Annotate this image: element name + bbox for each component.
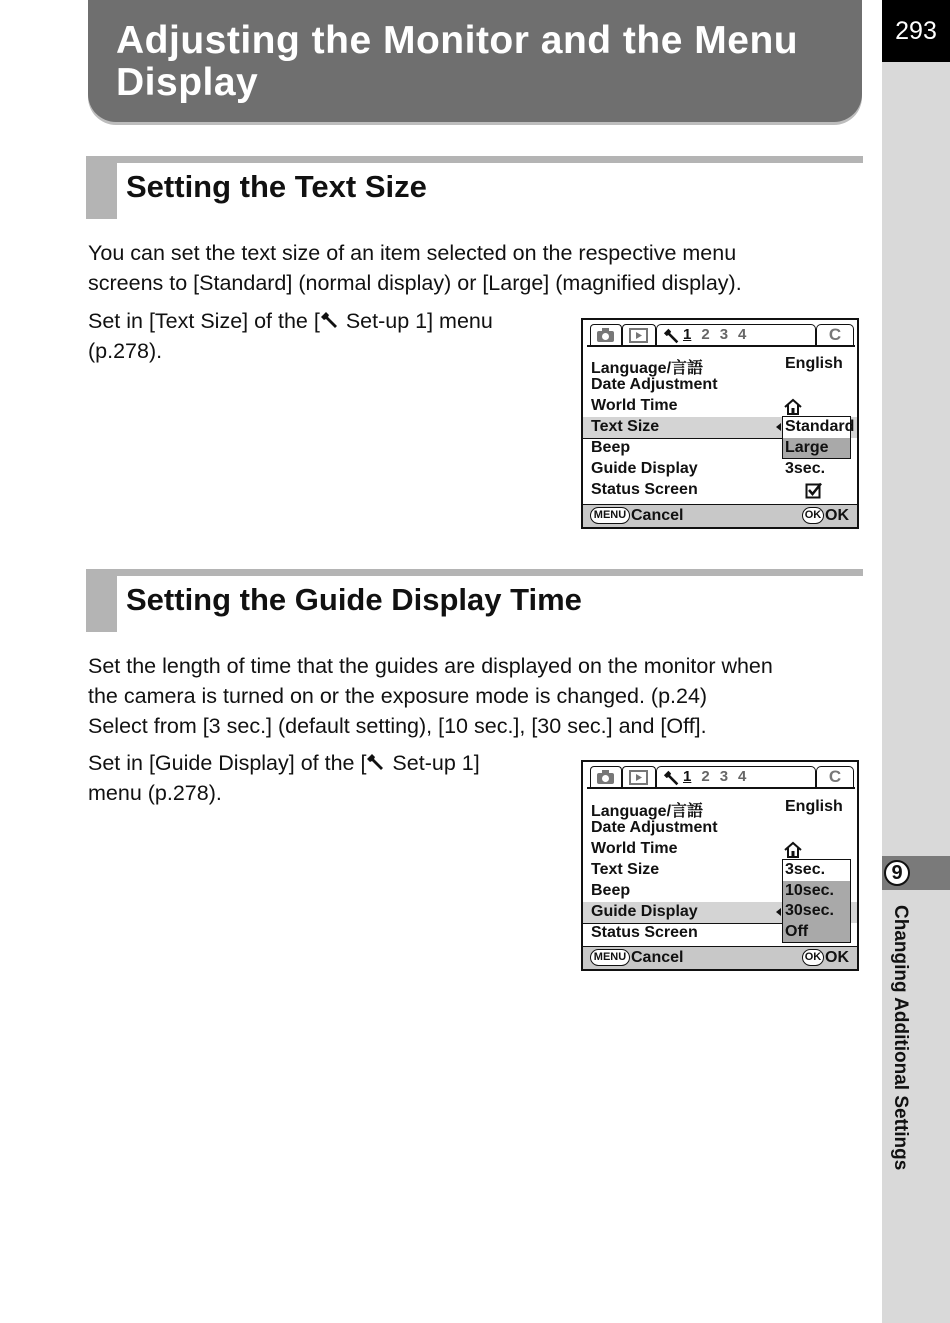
camera-icon <box>591 767 621 787</box>
tab-setup[interactable] <box>656 324 816 346</box>
menu-item-label: Beep <box>591 439 631 456</box>
menu-bottom-bar <box>583 504 857 527</box>
menu-item-label: Language/言語 <box>591 803 704 820</box>
cancel-label: Cancel <box>631 507 684 524</box>
section-title: Setting the Guide Display Time <box>126 582 582 617</box>
menu-item-label: Text Size <box>591 418 660 435</box>
section2-intro <box>88 651 773 741</box>
tab-page[interactable]: 3 <box>719 768 729 785</box>
option-3sec[interactable]: 3sec. <box>783 860 850 881</box>
heading-block <box>86 156 117 219</box>
menu-item-value: English <box>785 355 843 372</box>
tab-page-current[interactable]: 1 <box>683 326 692 343</box>
menu-item-world-time[interactable] <box>583 839 857 860</box>
menu-item-label: World Time <box>591 397 678 414</box>
wrench-icon <box>320 310 340 330</box>
playback-icon <box>623 325 655 345</box>
intro-line: Select from [3 sec.] (default setting), [10 sec.], [30 sec.] and [Off]. <box>88 714 707 738</box>
cancel-label: Cancel <box>631 949 684 966</box>
intro-line: screens to [Standard] (normal display) or [Large] (magnified display). <box>88 271 742 295</box>
wrench-icon <box>663 327 681 345</box>
menu-bottom-bar <box>583 946 857 969</box>
wrench-icon <box>663 769 681 787</box>
tab-playback[interactable] <box>622 766 656 788</box>
setin-text: Set-up 1] menu <box>339 309 493 333</box>
heading-rule <box>86 569 863 576</box>
setin-line: menu (p.278). <box>88 781 222 805</box>
ok-button-icon[interactable]: OK <box>802 507 824 524</box>
ok-label: OK <box>825 949 849 966</box>
tab-camera[interactable] <box>590 324 622 346</box>
section1-setin <box>88 306 493 366</box>
page-number: 293 <box>882 0 950 62</box>
menu-item-language[interactable] <box>583 354 857 375</box>
menu-item-value: English <box>785 798 843 815</box>
menu-item-label: Language/言語 <box>591 360 704 377</box>
menu-item-value: 3sec. <box>785 460 826 477</box>
menu-item-date-adjustment[interactable] <box>583 818 857 839</box>
menu-item-status-screen[interactable] <box>583 480 857 501</box>
intro-line: the camera is turned on or the exposure mode is changed. (p.24) <box>88 684 708 708</box>
tab-page[interactable]: 2 <box>701 768 710 785</box>
menu-item-label: Text Size <box>591 861 660 878</box>
option-large[interactable]: Large <box>783 438 850 459</box>
section-heading-guide-display <box>86 569 863 632</box>
camera-menu-screen-guide-display <box>581 760 859 971</box>
left-arrow-icon <box>776 423 781 431</box>
option-off[interactable]: Off <box>783 922 850 943</box>
chapter-number: 9 <box>884 860 910 886</box>
tab-custom[interactable]: C <box>816 324 854 346</box>
tab-custom[interactable]: C <box>816 766 854 788</box>
option-30sec[interactable]: 30sec. <box>783 901 850 922</box>
tab-page[interactable]: 4 <box>738 768 747 785</box>
options-popup <box>782 859 851 943</box>
menu-item-label: Status Screen <box>591 924 698 941</box>
menu-item-language[interactable] <box>583 797 857 818</box>
home-icon <box>783 398 803 416</box>
menu-item-label: Status Screen <box>591 481 698 498</box>
menu-item-label: Guide Display <box>591 903 698 920</box>
menu-item-guide-display[interactable] <box>583 459 857 480</box>
options-popup <box>782 416 855 459</box>
tab-page[interactable]: 2 <box>701 326 710 343</box>
setin-text: Set in [Text Size] of the [ <box>88 309 320 333</box>
section2-setin <box>88 748 480 808</box>
camera-menu-screen-text-size <box>581 318 859 529</box>
page-title: Adjusting the Monitor and the Menu Display <box>116 19 799 104</box>
option-10sec[interactable]: 10sec. <box>783 881 850 902</box>
setup-page-numbers <box>683 768 756 785</box>
menu-button-icon[interactable]: MENU <box>590 507 630 524</box>
playback-icon <box>623 767 655 787</box>
menu-tabs <box>587 766 855 788</box>
menu-item-label: Date Adjustment <box>591 376 718 393</box>
setin-text: Set in [Guide Display] of the [ <box>88 751 367 775</box>
menu-item-world-time[interactable] <box>583 396 857 417</box>
checkbox-checked-icon[interactable] <box>805 482 823 499</box>
setin-line <box>88 748 480 778</box>
setin-text: Set-up 1] <box>386 751 480 775</box>
setin-line <box>88 306 493 336</box>
menu-item-label: World Time <box>591 840 678 857</box>
intro-line: Set the length of time that the guides are displayed on the monitor when <box>88 654 773 678</box>
heading-rule <box>86 156 863 163</box>
left-arrow-icon <box>776 908 781 916</box>
tab-page[interactable]: 3 <box>719 326 729 343</box>
menu-item-date-adjustment[interactable] <box>583 375 857 396</box>
tab-page-current[interactable]: 1 <box>683 768 692 785</box>
wrench-icon <box>366 752 386 772</box>
intro-line: You can set the text size of an item selected on the respective menu <box>88 241 737 265</box>
menu-item-label: Date Adjustment <box>591 819 718 836</box>
tab-underline <box>587 787 855 789</box>
tab-playback[interactable] <box>622 324 656 346</box>
menu-item-label: Guide Display <box>591 460 698 477</box>
option-standard[interactable]: Standard <box>783 417 850 438</box>
tab-camera[interactable] <box>590 766 622 788</box>
heading-block <box>86 569 117 632</box>
tab-setup[interactable] <box>656 766 816 788</box>
chapter-title: Changing Additional Settings <box>890 905 911 1171</box>
tab-underline <box>587 345 855 347</box>
menu-item-label: Beep <box>591 882 631 899</box>
setin-line: (p.278). <box>88 339 163 363</box>
menu-tabs <box>587 324 855 346</box>
section-title: Setting the Text Size <box>126 169 427 204</box>
section1-intro <box>88 238 742 298</box>
setup-page-numbers <box>683 326 756 343</box>
menu-button-icon[interactable]: MENU <box>590 949 630 966</box>
camera-icon <box>591 325 621 345</box>
tab-page[interactable]: 4 <box>738 326 747 343</box>
section-heading-text-size <box>86 156 863 219</box>
ok-label: OK <box>825 507 849 524</box>
home-icon <box>783 841 803 859</box>
ok-button-icon[interactable]: OK <box>802 949 824 966</box>
